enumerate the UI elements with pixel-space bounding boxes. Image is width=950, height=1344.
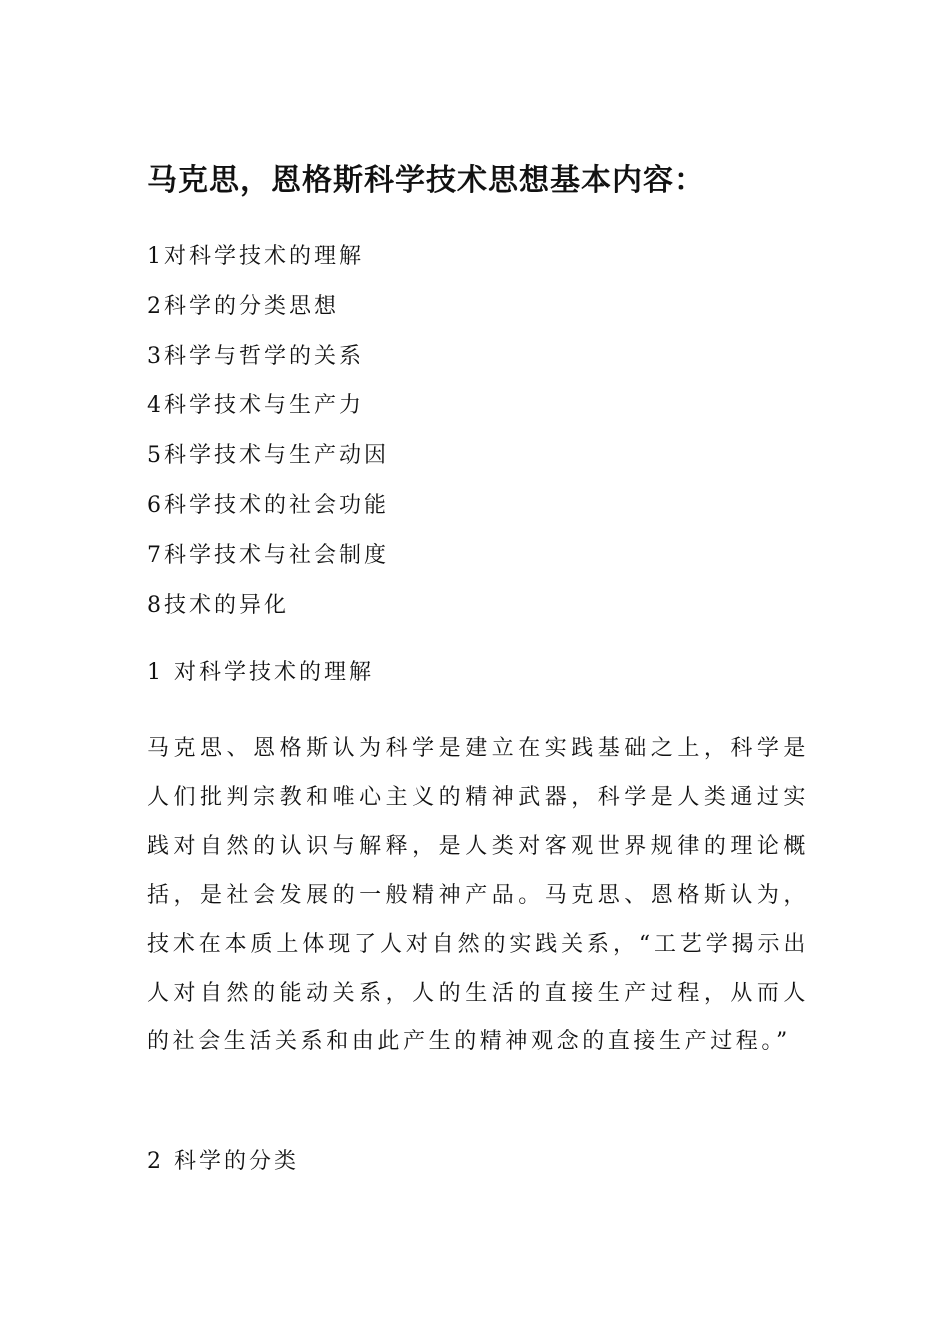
toc-item: 7科学技术与社会制度 [147,542,389,568]
toc-item: 4科学技术与生产力 [147,393,364,419]
table-of-contents [147,232,389,630]
toc-item: 3科学与哲学的关系 [147,343,364,369]
section-heading-2: 2 科学的分类 [147,1149,299,1174]
toc-item: 1对科学技术的理解 [147,244,364,269]
document-title: 马克思，恩格斯科学技术思想基本内容： [147,163,705,198]
toc-item: 5科学技术与生产动因 [147,443,389,469]
toc-item: 8技术的异化 [147,592,289,618]
toc-item: 6科学技术的社会功能 [147,492,389,518]
section-1-paragraph: 马克思、恩格斯认为科学是建立在实践基础之上，科学是人们批判宗教和唯心主义的精神武器，科学是人类通过实践对自然的认识与解释，是人类对客观世界规律的理论概括，是社会发展的一般精神产品。马克思、恩格斯认为，技术在本质上体现了人对自然的实践关系，“工艺学揭示出人对自然的能动关系，人的生活的直接生产过程，从而人的社会生活关系和由此产生的精神观念的直接生产过程。” [147,736,809,1055]
toc-item: 2科学的分类思想 [147,293,339,319]
section-heading-1: 1 对科学技术的理解 [147,660,374,685]
